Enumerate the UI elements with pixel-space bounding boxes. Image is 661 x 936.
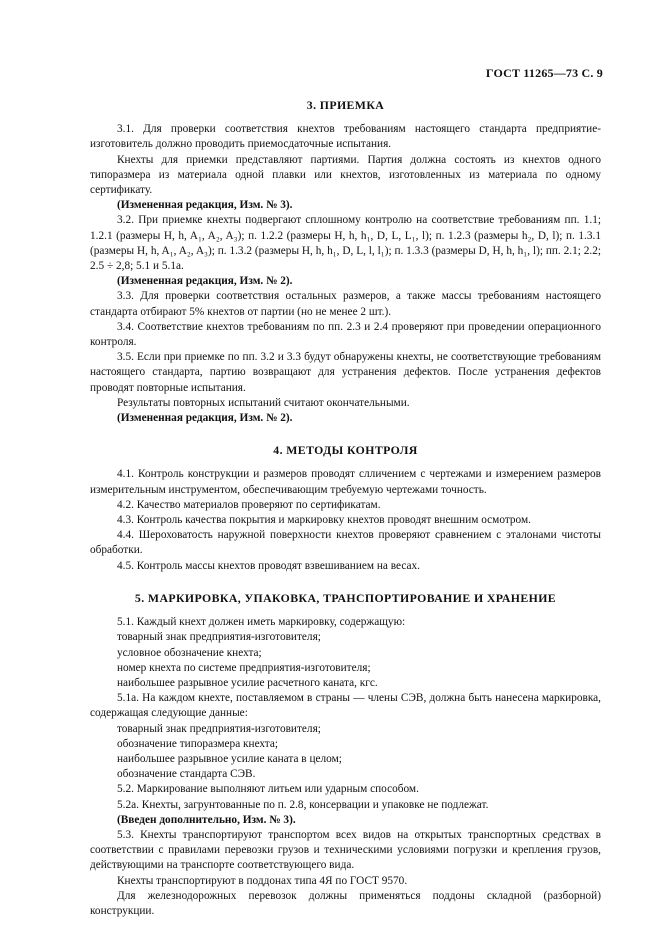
- paragraph: 3.4. Соответствие кнехтов требованиям по пп. 2.3 и 2.4 проверяют при проведении операционного контроля.: [90, 320, 601, 349]
- amendment-note: (Измененная редакция, Изм. № 3).: [117, 199, 293, 212]
- paragraph: 4.5. Контроль массы кнехтов проводят взвешиванием на весах.: [117, 559, 420, 572]
- paragraph: условное обозначение кнехта;: [117, 646, 262, 659]
- paragraph: Результаты повторных испытаний считают окончательными.: [117, 396, 410, 409]
- paragraph: наибольшее разрывное усилие каната в целом;: [117, 752, 342, 765]
- section-title: 3. ПРИЕМКА: [306, 98, 385, 112]
- paragraph: 5.1а. На каждом кнехте, поставляемом в страны — члены СЭВ, должна быть нанесена маркировка, содержащая следующие данные:: [90, 692, 601, 720]
- paragraph: 5.2а. Кнехты, загрунтованные по п. 2.8, консервации и упаковке не подлежат.: [117, 798, 489, 811]
- paragraph: наибольшее разрывное усилие расчетного каната, кгс.: [117, 676, 378, 689]
- paragraph: товарный знак предприятия-изготовителя;: [117, 631, 321, 644]
- paragraph: 4.1. Контроль конструкции и размеров проводят слличением с чертежами и измерением размеров измерительным инструментом, обеспечивающим требуемую чертежами точность.: [90, 468, 601, 496]
- paragraph: товарный знак предприятия-изготовителя;: [117, 722, 321, 735]
- paragraph: 3.2. При приемке кнехты подвергают сплошному контролю на соответствие требованиям пп. 1.1; 1.2.1 (размеры H, h, A₁, A₂, A₃); п. 1.2.2 (размеры H, h, h₁, D, L, L₁, l); п. 1.2.3 (размеры h₂, D, l); п. 1.3.1 (размеры H, h, A₁, A₂, A₃); п. 1.3.2 (размеры H, h, h₁, D, L, l, l₁); п. 1.3.3 (размеры D, H, h, h₁, l); пп. 2.1; 2.2; 2.5 ÷ 2,8; 5.1 и 5.1а.: [90, 214, 601, 273]
- section-title: 4. МЕТОДЫ КОНТРОЛЯ: [273, 443, 418, 458]
- paragraph: 4.4. Шероховатость наружной поверхности кнехтов проверяют сравнением с эталонами чистоты обработки.: [90, 529, 601, 557]
- paragraph: обозначение стандарта СЭВ.: [117, 768, 256, 781]
- paragraph: 3.1. Для проверки соответствия кнехтов требованиям настоящего стандарта предприятие-изготовитель должно проводить приемосдаточные испытания.: [90, 123, 601, 151]
- section-4: [90, 426, 601, 574]
- amendment-note: (Введен дополнительно, Изм. № 3).: [117, 813, 296, 826]
- paragraph: 5.1. Каждый кнехт должен иметь маркировку, содержащую:: [117, 616, 406, 629]
- paragraph: Для железнодорожных перевозок должны применяться поддоны складной (разборной) конструкции.: [90, 889, 601, 917]
- section-3: [90, 98, 601, 426]
- section-title: 5. МАРКИРОВКА, УПАКОВКА, ТРАНСПОРТИРОВАНИЕ И ХРАНЕНИЕ: [134, 590, 557, 605]
- paragraph: обозначение типоразмера кнехта;: [117, 737, 279, 750]
- paragraph: номер кнехта по системе предприятия-изготовителя;: [117, 661, 371, 674]
- paragraph: 3.3. Для проверки соответствия остальных размеров, а также массы требованиям настоящего стандарта отбирают 5% кнехтов от партии (но не менее 2 шт.).: [90, 290, 601, 318]
- paragraph: 4.2. Качество материалов проверяют по сертификатам.: [117, 498, 381, 511]
- paragraph: 5.2. Маркирование выполняют литьем или ударным способом.: [117, 783, 419, 796]
- section-5: [90, 574, 601, 919]
- paragraph: 5.3. Кнехты транспортируют транспортом всех видов на открытых транспортных средствах в соответствии с правилами перевозки грузов и техническими условиями погрузки и крепления грузов, действующими на транспорте соответствующего вида.: [90, 828, 601, 872]
- paragraph: 3.5. Если при приемке по пп. 3.2 и 3.3 будут обнаружены кнехты, не соответствующие требованиям настоящего стандарта, партию возвращают для устранения дефектов. После устранения дефектов проводят повторные испытания.: [90, 351, 601, 394]
- paragraph: 4.3. Контроль качества покрытия и маркировку кнехтов проводят внешним осмотром.: [117, 514, 531, 527]
- document-body: [90, 94, 601, 919]
- paragraph: Кнехты транспортируют в поддонах типа 4Я по ГОСТ 9570.: [117, 874, 408, 887]
- page-header: ГОСТ 11265—73 С. 9: [485, 66, 603, 80]
- paragraph: Кнехты для приемки представляют партиями. Партия должна состоять из кнехтов одного типоразмера из материала одной плавки или кнехтов, изготовленных из материала по одному сертификату.: [90, 153, 601, 197]
- amendment-note: (Измененная редакция, Изм. № 2).: [117, 275, 293, 288]
- amendment-note: (Измененная редакция, Изм. № 2).: [117, 412, 293, 425]
